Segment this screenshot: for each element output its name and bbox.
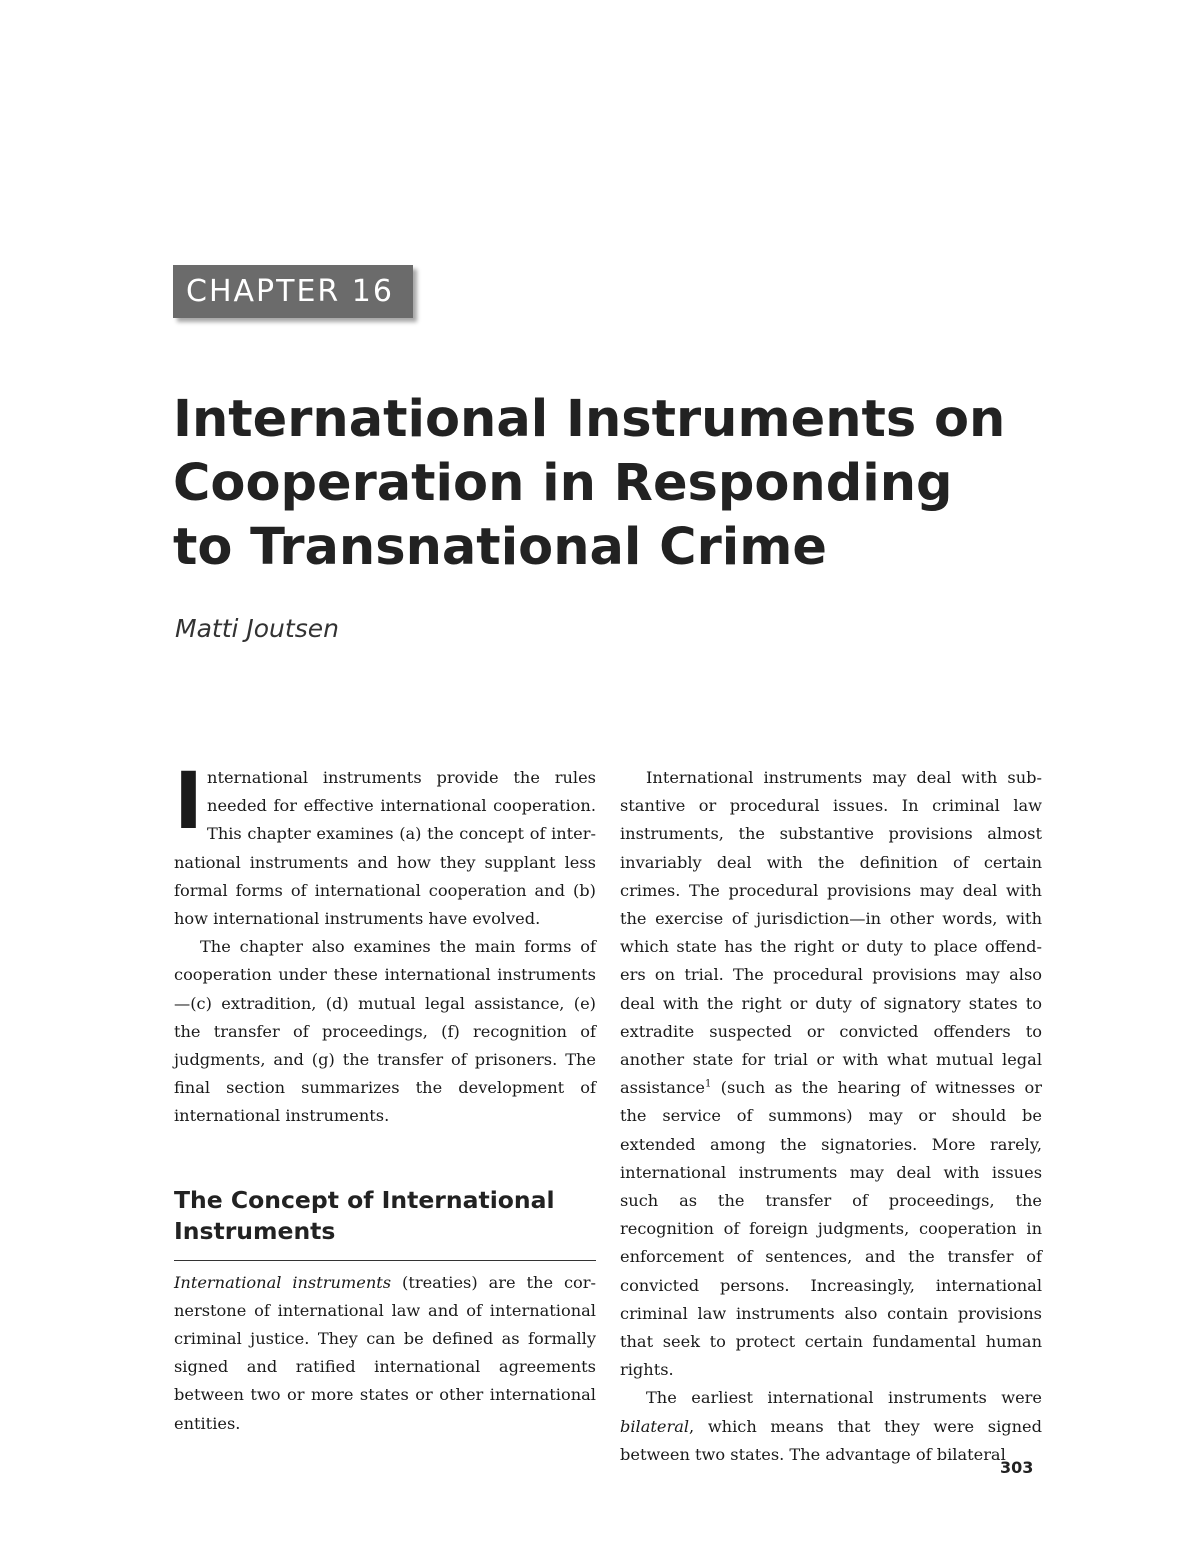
intro-text: nternational instruments provide the rules needed for effective international cooperation. This chapter examines (a) the concept of international instruments and how they supplant less formal forms of international cooperation and (b) how international instruments have evolved.	[174, 768, 596, 929]
italic-term: bilateral	[620, 1416, 690, 1436]
page-number: 303	[1000, 1458, 1034, 1477]
title-line: to Transnational Crime	[173, 518, 827, 577]
paragraph	[620, 1384, 1042, 1469]
title-line: Cooperation in Responding	[173, 454, 953, 513]
paragraph-text: (such as the hearing of witnesses or the service of summons) may or should be extended among the signatories. More rarely, international instruments may deal with issues such as the transfer of proceedings, the recognition of foreign judgments, cooperation in enforcement of sentences, and the transfer of convicted persons. Increasingly, international criminal law instruments also contain provisions that seek to protect certain fundamental human rights.	[620, 1078, 1042, 1380]
paragraph	[620, 764, 1042, 1384]
chapter-title	[173, 388, 1073, 580]
paragraph	[174, 1269, 596, 1438]
chapter-label: CHAPTER 16	[173, 265, 413, 318]
author-name: Matti Joutsen	[175, 614, 339, 643]
title-line: International Instruments on	[173, 390, 1006, 449]
section-heading: The Concept of International Instruments	[174, 1185, 596, 1261]
intro-paragraph	[174, 757, 596, 933]
paragraph-text: International instruments may deal with substantive or procedural issues. In criminal law instruments, the substantive provisions almost invariably deal with the definition of certain crimes. The procedural provisions may deal with the exercise of jurisdiction—in other words, with which state has the right or duty to place offenders on trial. The procedural provisions may also deal with the right or duty of signatory states to extradite suspected or convicted offenders to another state for trial or with what mutual legal assistance	[620, 768, 1042, 1098]
left-column	[174, 757, 596, 1438]
italic-term: International instruments	[174, 1272, 392, 1292]
right-column	[620, 764, 1042, 1469]
footnote-marker: 1	[704, 1078, 712, 1090]
paragraph-text: The earliest international instruments were	[646, 1388, 1042, 1408]
drop-cap: I	[174, 757, 204, 847]
paragraph-text: , which means that they were signed between two states. The advantage of bilateral	[620, 1416, 1042, 1464]
paragraph-text: (treaties) are the cornerstone of international law and of international criminal justice. They can be defined as formally signed and ratified international agreements between two or more states or other international entities.	[174, 1272, 596, 1433]
paragraph: The chapter also examines the main forms of cooperation under these international instruments—(c) extradition, (d) mutual legal assistance, (e) the transfer of proceedings, (f) recognition of judgments, and (g) the transfer of prisoners. The final section summarizes the development of international instruments.	[174, 937, 596, 1126]
